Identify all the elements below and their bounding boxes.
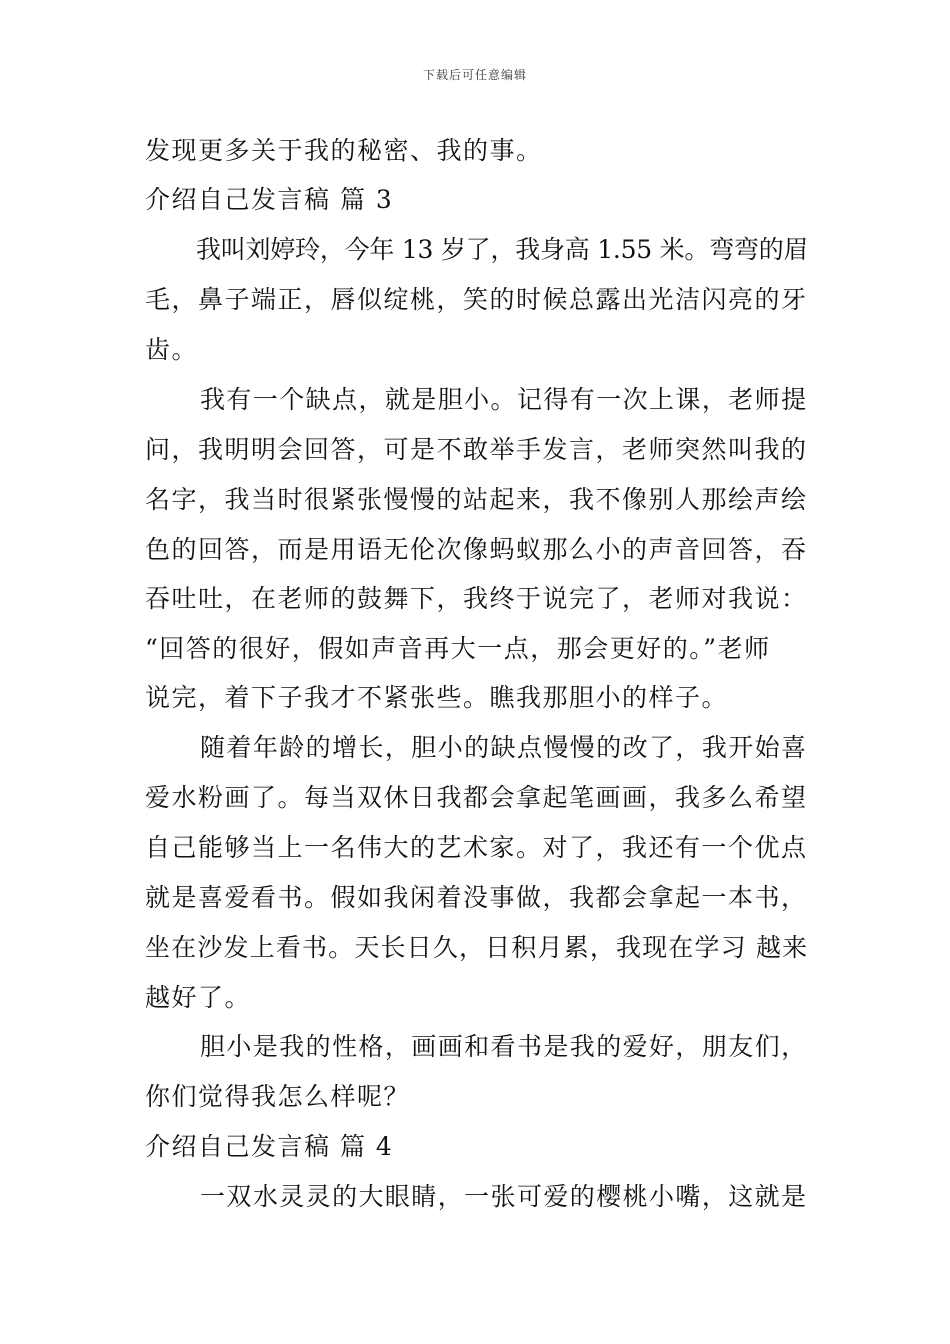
page-header: 下载后可任意编辑: [422, 68, 527, 82]
text-line: 坐在沙发上看书。天长日久，日积月累，我现在学习 越来: [145, 933, 809, 962]
section-heading: 介绍自己发言稿 篇 3: [145, 185, 394, 214]
text-line: 一双水灵灵的大眼睛，一张可爱的樱桃小嘴，这就是: [200, 1182, 808, 1211]
text-line: 胆小是我的性格，画画和看书是我的爱好，朋友们，: [200, 1032, 808, 1061]
text-line: 就是喜爱看书。假如我闲着没事做，我都会拿起一本书，: [145, 883, 808, 912]
text-line: 发现更多关于我的秘密、我的事。: [145, 136, 543, 165]
text-line: 我有一个缺点，就是胆小。记得有一次上课，老师提: [200, 385, 808, 414]
text-line: 齿。: [145, 335, 199, 364]
text-line: 我叫刘婷玲，今年 13 岁了，我身高 1.55 米。弯弯的眉: [196, 235, 809, 264]
text-line: 爱水粉画了。每当双休日我都会拿起笔画画，我多么希望: [145, 783, 808, 812]
text-line: 问，我明明会回答，可是不敢举手发言，老师突然叫我的: [145, 435, 808, 464]
text-line: 吞吐吐，在老师的鼓舞下，我终于说完了，老师对我说：: [145, 584, 808, 613]
text-line: 说完，着下子我才不紧张些。瞧我那胆小的样子。: [145, 683, 729, 712]
text-line: 随着年龄的增长，胆小的缺点慢慢的改了，我开始喜: [200, 733, 808, 762]
text-line: 名字，我当时很紧张慢慢的站起来，我不像别人那绘声绘: [145, 485, 808, 514]
section-heading: 介绍自己发言稿 篇 4: [145, 1132, 394, 1161]
text-line: 自己能够当上一名伟大的艺术家。对了，我还有一个优点: [145, 833, 808, 862]
text-line: 色的回答，而是用语无伦次像蚂蚁那么小的声音回答，吞: [145, 535, 808, 564]
text-line: 毛，鼻子端正，唇似绽桃，笑的时候总露出光洁闪亮的牙: [145, 285, 808, 314]
text-line: 越好了。: [145, 983, 252, 1012]
text-line: 你们觉得我怎么样呢？: [145, 1082, 411, 1111]
text-line: “回答的很好，假如声音再大一点，那会更好的。”老师: [145, 634, 771, 663]
